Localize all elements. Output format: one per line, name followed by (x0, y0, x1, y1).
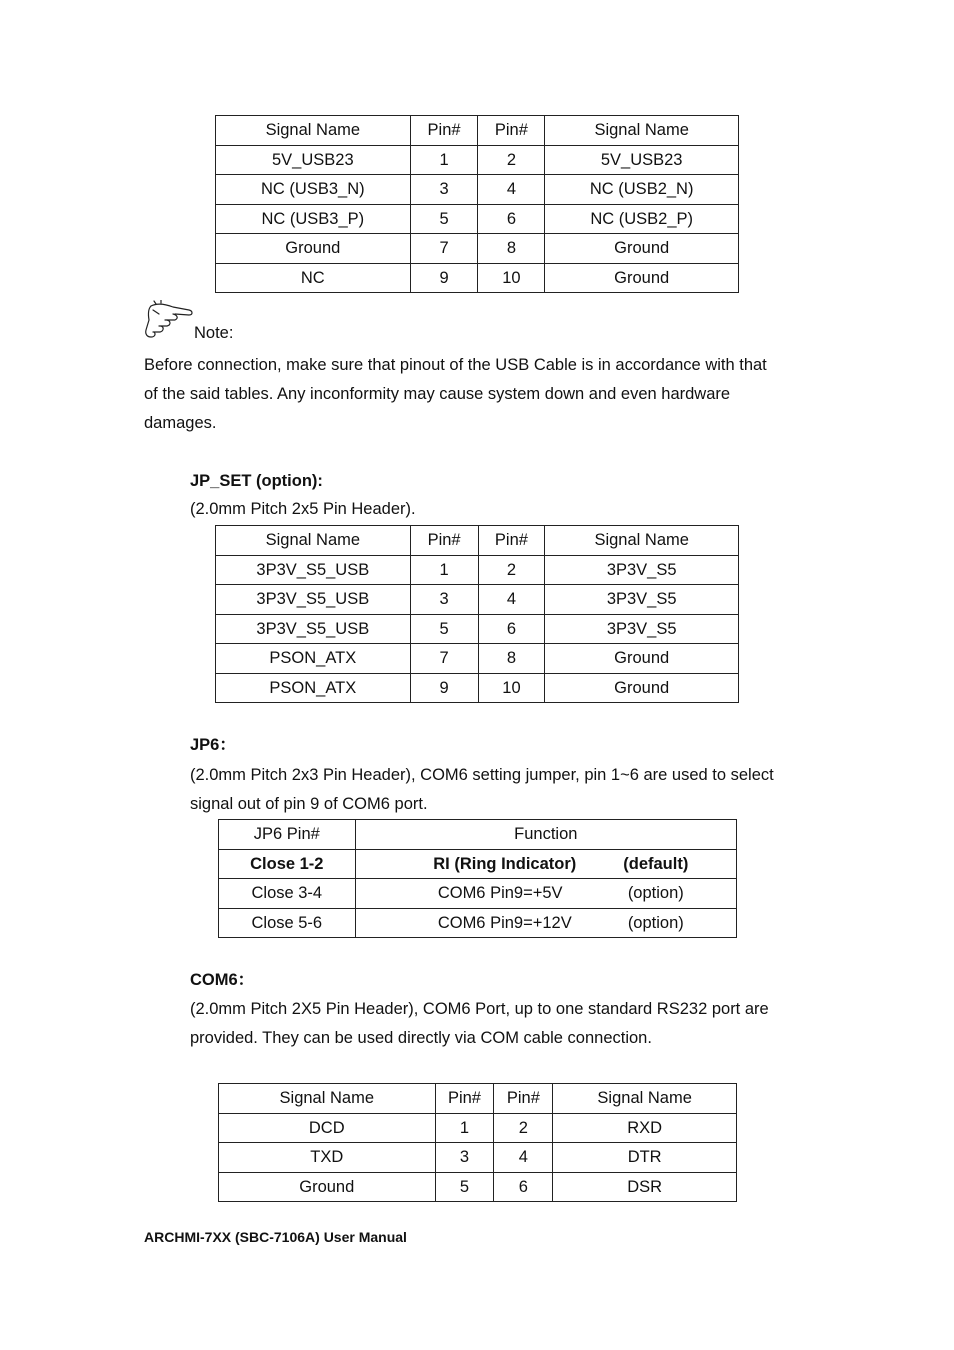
cell: Ground (219, 1172, 436, 1202)
function-mode: (option) (627, 913, 684, 932)
page-footer: ARCHMI-7XX (SBC-7106A) User Manual (144, 1229, 407, 1245)
cell: 8 (478, 234, 545, 264)
table-row (219, 1172, 737, 1202)
header-cell: Signal Name (216, 116, 411, 146)
cell: 3P3V_S5 (545, 585, 739, 615)
cell: RXD (553, 1113, 737, 1143)
cell: PSON_ATX (216, 644, 411, 674)
table-row (219, 1113, 737, 1143)
function-desc: COM6 Pin9=+12V (437, 913, 572, 932)
cell: DTR (553, 1143, 737, 1173)
header-cell: Signal Name (545, 116, 739, 146)
cell: 1 (435, 1113, 494, 1143)
cell: 1 (410, 145, 478, 175)
cell: 7 (410, 644, 478, 674)
jp-set-description: (2.0mm Pitch 2x5 Pin Header). (190, 500, 416, 518)
cell: 9 (410, 263, 478, 293)
table-row (216, 263, 739, 293)
header-cell: Signal Name (553, 1084, 737, 1114)
header-cell: Pin# (478, 526, 545, 556)
header-cell: Signal Name (219, 1084, 436, 1114)
com6-heading: COM6： (190, 971, 255, 989)
cell: 1 (410, 555, 478, 585)
cell: 5 (410, 204, 478, 234)
function-wrap (408, 879, 684, 907)
table-row (216, 585, 739, 615)
pointing-hand-icon (143, 300, 195, 342)
header-cell: JP6 Pin# (219, 820, 356, 850)
function-cell (355, 908, 736, 938)
cell: Ground (545, 644, 739, 674)
table-row (216, 555, 739, 585)
cell: 2 (478, 555, 545, 585)
cell: Close 1-2 (219, 849, 356, 879)
cell: 6 (478, 204, 545, 234)
cell: 7 (410, 234, 478, 264)
table-row (216, 175, 739, 205)
cell: 3P3V_S5_USB (216, 555, 411, 585)
table-header-row (219, 1084, 737, 1114)
table-row (216, 614, 739, 644)
header-cell: Signal Name (545, 526, 739, 556)
jp6-description-line-2: signal out of pin 9 of COM6 port. (190, 795, 428, 813)
com6-description-line-1: (2.0mm Pitch 2X5 Pin Header), COM6 Port, up to one standard RS232 port are (190, 1000, 769, 1018)
com6-description-line-2: provided. They can be used directly via COM cable connection. (190, 1029, 652, 1047)
header-cell: Pin# (478, 116, 545, 146)
cell: 3P3V_S5_USB (216, 614, 411, 644)
table-row (219, 908, 737, 938)
cell: 5 (410, 614, 478, 644)
cell: 5V_USB23 (216, 145, 411, 175)
cell: 3P3V_S5_USB (216, 585, 411, 615)
cell: Close 3-4 (219, 879, 356, 909)
note-text-line-1: Before connection, make sure that pinout of the USB Cable is in accordance with that (144, 356, 767, 374)
function-cell (355, 879, 736, 909)
note-text-line-3: damages. (144, 414, 217, 432)
cell: 8 (478, 644, 545, 674)
cell: Close 5-6 (219, 908, 356, 938)
cell: 3P3V_S5 (545, 555, 739, 585)
cell: 6 (494, 1172, 553, 1202)
cell: NC (USB2_N) (545, 175, 739, 205)
cell: 4 (478, 175, 545, 205)
cell: DSR (553, 1172, 737, 1202)
note-label: Note: (194, 324, 234, 342)
cell: 3 (410, 585, 478, 615)
table-row (216, 234, 739, 264)
cell: 9 (410, 673, 478, 703)
header-cell: Pin# (494, 1084, 553, 1114)
table-row (216, 204, 739, 234)
header-cell: Pin# (410, 116, 478, 146)
cell: DCD (219, 1113, 436, 1143)
function-mode: (default) (623, 854, 689, 873)
jp-set-heading: JP_SET (option): (190, 472, 323, 490)
cell: Ground (545, 263, 739, 293)
function-wrap (408, 909, 684, 937)
cell: NC (USB3_P) (216, 204, 411, 234)
jp6-function-table (218, 819, 737, 938)
cell: 10 (478, 673, 545, 703)
header-cell: Pin# (435, 1084, 494, 1114)
table-row (219, 879, 737, 909)
header-cell: Signal Name (216, 526, 411, 556)
cell: 2 (494, 1113, 553, 1143)
jp6-heading: JP6： (190, 736, 236, 754)
table-header-row (216, 526, 739, 556)
cell: NC (USB3_N) (216, 175, 411, 205)
cell: 3 (410, 175, 478, 205)
cell: NC (USB2_P) (545, 204, 739, 234)
cell: 6 (478, 614, 545, 644)
cell: 3 (435, 1143, 494, 1173)
cell: Ground (545, 673, 739, 703)
table-row (219, 849, 737, 879)
cell: 3P3V_S5 (545, 614, 739, 644)
function-cell (355, 849, 736, 879)
table-row (219, 1143, 737, 1173)
cell: 10 (478, 263, 545, 293)
table-header-row (216, 116, 739, 146)
cell: PSON_ATX (216, 673, 411, 703)
cell: 4 (478, 585, 545, 615)
cell: Ground (545, 234, 739, 264)
header-cell: Pin# (410, 526, 478, 556)
cell: 5 (435, 1172, 494, 1202)
cell: 4 (494, 1143, 553, 1173)
cell: 2 (478, 145, 545, 175)
function-wrap (403, 850, 688, 878)
jp-set-pinout-table (215, 525, 739, 703)
header-cell: Function (355, 820, 736, 850)
function-desc: COM6 Pin9=+5V (437, 884, 563, 903)
note-text-line-2: of the said tables. Any inconformity may cause system down and even hardware (144, 385, 731, 403)
function-desc: RI (Ring Indicator) (433, 854, 577, 873)
cell: Ground (216, 234, 411, 264)
jp6-description-line-1: (2.0mm Pitch 2x3 Pin Header), COM6 setting jumper, pin 1~6 are used to select (190, 766, 774, 784)
usb-pinout-table (215, 115, 739, 293)
table-row (216, 673, 739, 703)
cell: TXD (219, 1143, 436, 1173)
function-mode: (option) (627, 884, 684, 903)
table-header-row (219, 820, 737, 850)
cell: 5V_USB23 (545, 145, 739, 175)
table-row (216, 644, 739, 674)
cell: NC (216, 263, 411, 293)
table-row (216, 145, 739, 175)
com6-pinout-table (218, 1083, 737, 1202)
